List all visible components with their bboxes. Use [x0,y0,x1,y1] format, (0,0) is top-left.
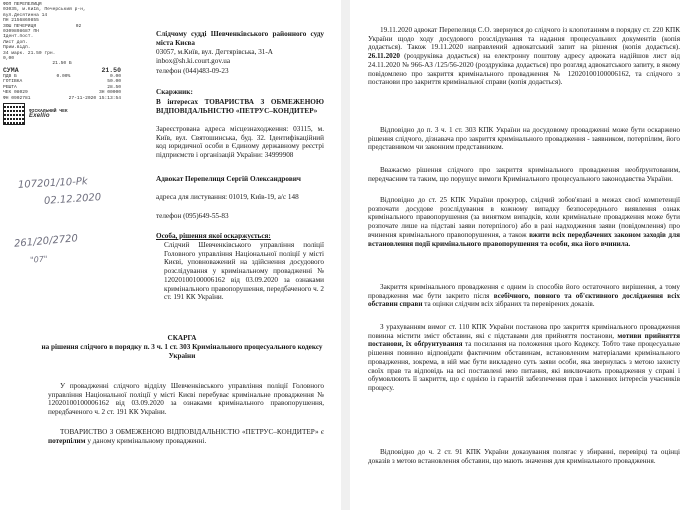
paragraph-unfounded: Вважаємо рішення слідчого про закриття кримінального провадження необґрунтованим, передчасним та таким, що порушує вимоги Кримінального процесуального законодавства України. [368,166,680,183]
paragraph-article-91: Відповідно до ч. 2 ст. 91 КПК України доказування полягає у збиранні, перевірці та оцінці доказів з метою встановлення обставин, що мають значення для кримінального провадження. [368,448,680,465]
qr-code-icon [3,103,25,125]
receipt-cell: 28.50 [107,84,121,90]
addressee-phone: телефон (044)483-09-23 [156,67,229,75]
respondent-text: Слідчий Шевченківського управління поліції Головного управління Національної поліції у місті Києві, уповноважений на здійснення досудового розслідування у кримінальному провадженні № 12020100100006162 від 03.09.2020 за ознаками кримінального правопорушення, передбаченого ч. 2 ст. 191 КК України. [164,241,324,302]
paragraph-closure: Закриття кримінального провадження є одним із способів його остаточного вирішення, а тому провадження має бути закрито після всебічного, повного та об'єктивного дослідження всіх обставин справи та оцінки слідчим всіх зібраних та перевірених доказів. [368,283,680,309]
receipt-cell: ЗОШ ПЕЧЕРИЦЯ [3,23,37,29]
complainant-label: Скаржник: [156,88,193,96]
receipt-cell: 02 [75,23,82,29]
receipt-cell: 50.00 [107,79,121,85]
receipt-total-row [3,67,121,74]
receipt-total-label: СУМА [3,66,19,74]
addressee-address: 03057, м.Київ, вул. Дегтярівська, 31-А [156,48,273,56]
receipt-total-value: 21.50 [101,66,121,74]
addressee-title: Слідчому судді Шевченківського районного суду міста Києва [156,30,324,47]
paragraph-lawyer-request: 19.11.2020 адвокат Перепелиця С.О. звернувся до слідчого із клопотанням в порядку ст. 220 КПК України щодо ходу досудового розслідування та надання процесуальних документів (копія додається). Також 19.11.2020 направлений адвокатський запит на рішення (копія додається). 26.11.2020 (роздруківка додається) на електронну поштову адресу адвоката надійшов лист від 24.11.2020 № 966-АЗ /125/56-2020 (роздруківка додається) про розгляд адвокатського запиту, в якому повідомлено про закриття кримінального провадження № 12020100100006162, та слідчого з постанови про закриття кримінальної справи (копія додається). [368,26,680,87]
receipt-footer [3,103,121,125]
receipt-tax-rate: 0.00% [56,73,71,79]
complainant-details: Зареєстрована адреса місцезнаходження: 03115, м. Київ, вул. Святошинська, буд. 32. Ідентифікаційний код юридичної особи в Єдиному державному реєстрі підприємств і організацій України: 34999908 [156,125,324,160]
receipt-cell: 27-11-2020 15:13:54 [68,95,121,101]
handwritten-registration-number: 107201/10-Pk [17,176,88,191]
receipt-cell: 34 марк. 21.50 грн. [3,50,56,56]
receipt-brand-logo: Exellio [29,112,50,119]
receipt-fiscal-label: ФІСКАЛЬНИЙ ЧЕК [29,108,68,114]
receipt-cell: 0,00 [3,56,15,62]
receipt-payment-lines [3,79,121,101]
receipt-cell: ФОП ПЕРЕПЕЛИЦЯ [3,2,42,7]
receipt-tax-value: 0.00 [109,73,121,79]
receipt-cell: Ідент.пост. [3,34,34,40]
lawyer-address: адреса для листування: 01019, Київ-19, а/с 148 [156,193,299,201]
document-title: СКАРГА [167,334,197,342]
complainant-name: В інтересах ТОВАРИСТВА З ОБМЕЖЕНОЮ ВІДПОВІДАЛЬНІСТЮ «ПЕТРУС–КОНДИТЕР» [156,98,324,115]
paragraph-proceeding: У провадженні слідчого відділу Шевченківського управління поліції Головного управління Національної поліції у місті Києві перебуває кримінальне провадження № 12020100100006162 від 03.09.2020 за ознаками кримінального правопорушення, передбаченого ч. 2 ст. 191 КК України. [48,382,324,417]
lawyer-phone: телефон (095)649-55-83 [156,212,229,220]
addressee-email: inbox@sh.ki.court.gov.ua [156,57,231,65]
receipt-payment-line [3,96,121,101]
receipt-cell: 03035, м.Київ, Печерський р-н, [3,7,86,13]
receipt-tax-name: ПДВ Б [3,73,17,79]
receipt-cell: ЗН 00000 [98,90,121,96]
receipt-cell: ФН 0902781 [3,95,31,101]
handwritten-note: "07" [29,254,48,265]
receipt-cell: ПН 2156869855 [3,18,39,24]
lawyer-name: Адвокат Перепелиця Сергій Олександрович [156,175,301,183]
receipt-cell: 21.50 Б [52,61,72,67]
right-page [350,0,696,510]
receipt-lines [3,2,121,67]
receipt-cell: ЧЕК 08029 [3,90,28,96]
paragraph-victim: ТОВАРИСТВО З ОБМЕЖЕНОЮ ВІДПОВІДАЛЬНІСТЮ «ПЕТРУС–КОНДИТЕР» є потерпілим у даному кримінальному провадженні. [48,428,324,445]
paragraph-appeal-right: Відповідно до п. 3 ч. 1 ст. 303 КПК України на досудовому провадженні може бути оскаржено рішення слідчого, дізнавача про закриття кримінального провадження - заявником, потерпілим, його представником чи законним представником. [368,126,680,152]
fiscal-receipt [3,2,121,174]
receipt-cell: Лист доп. [3,39,28,45]
receipt-cell: РЕШТА [3,84,17,90]
paragraph-article-25: Відповідно до ст. 25 КПК України прокурор, слідчий зобов'язані в межах своєї компетенції розпочати досудове розслідування в кожному випадку безпосереднього виявлення ознак кримінального правопорушення (за винятком випадків, коли кримінальне провадження може бути розпочате лише на підставі заяви потерпілого) або в разі надходження заяви (повідомлення) про вчинення кримінального правопорушення, а також вжити всіх передбачених законом заходів для встановлення події кримінального правопорушення та особи, яка його вчинила. [368,196,680,248]
handwritten-case-number: 261/20/2720 [13,233,79,250]
receipt-cell: 0309898687 ПН [3,29,39,35]
receipt-cell: Прим.відп. [3,45,31,51]
paragraph-article-110: З урахуванням вимог ст. 110 КПК України постанова про закриття кримінального провадження повинна містити зміст обставин, які є підставами для прийняття постанови, мотиви прийняття постанови, їх обґрунтування та посилання на положення цього Кодексу. Тобто таке процесуальне рішення повинно відповідати фактичним обставинам, встановленим матеріалами кримінального провадження, зокрема, в ній має бути викладено суть заяви особи, яка звернулась з метою захисту своїх прав та відповідь на всі поставлені нею питання, які виключають провадження у справі і обумовлюють її закриття, що є однією із гарантій забезпечення прав і законних інтересів учасників процесу. [368,323,681,392]
left-page [0,0,341,510]
receipt-cell: ГОТІВКА [3,79,23,85]
receipt-cell: вул.Десятинна 14 [3,12,48,18]
handwritten-date: 02.12.2020 [43,192,102,207]
respondent-label: Особа, рішення якої оскаржується: [156,232,271,240]
document-subtitle: на рішення слідчого в порядку п. 3 ч. 1 ст. 303 Кримінального процесуального кодексу України [41,343,323,360]
